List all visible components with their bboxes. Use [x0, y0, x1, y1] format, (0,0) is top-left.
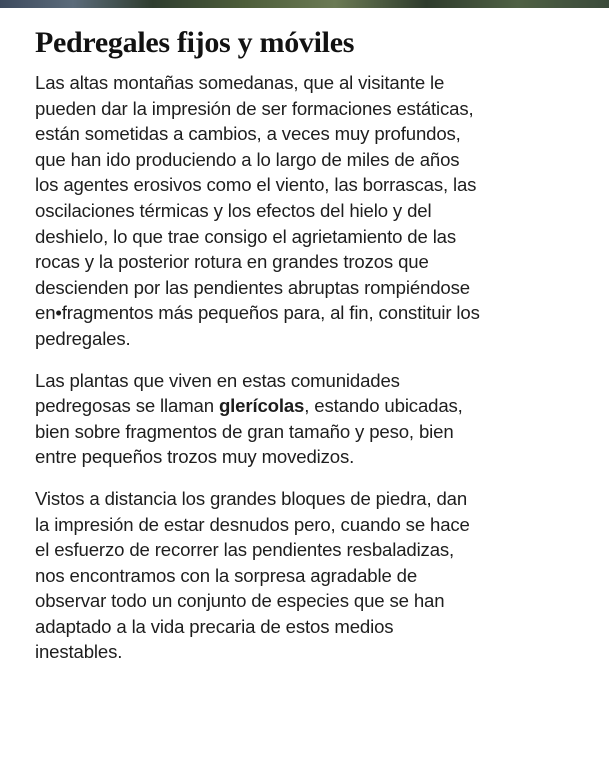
- paragraph-3: [35, 486, 595, 665]
- text-line: Las plantas que viven en estas comunidades: [35, 369, 400, 391]
- text-line: que han ido produciendo a lo largo de miles de años: [35, 148, 460, 170]
- text-line: pedregales.: [35, 327, 131, 349]
- text-line: oscilaciones térmicas y los efectos del hielo y del: [35, 199, 432, 221]
- text-line: Vistos a distancia los grandes bloques de piedra, dan: [35, 487, 468, 509]
- text-line: bien sobre fragmentos de gran tamaño y peso, bien: [35, 420, 454, 442]
- text-line: pueden dar la impresión de ser formaciones estáticas,: [35, 97, 474, 119]
- top-photo-strip: [0, 0, 609, 8]
- text-line: deshielo, lo que trae consigo el agrietamiento de las: [35, 225, 457, 247]
- paragraph-1: [35, 70, 595, 352]
- text-line: rocas y la posterior rotura en grandes trozos que: [35, 251, 429, 273]
- text-line: adaptado a la vida precaria de estos medios: [35, 615, 394, 637]
- highlighted-term: glerícolas: [218, 395, 305, 417]
- text-line: inestables.: [35, 641, 123, 663]
- text-line: la impresión de estar desnudos pero, cuando se hace: [35, 513, 470, 535]
- article-title: Pedregales fijos y móviles: [35, 26, 355, 59]
- text-line: el esfuerzo de recorrer las pendientes resbaladizas,: [35, 539, 455, 561]
- text-line: Las altas montañas somedanas, que al visitante le: [35, 72, 445, 93]
- text-line: observar todo un conjunto de especies que se han: [35, 590, 445, 612]
- article: [35, 24, 595, 681]
- text-line: descienden por las pendientes abruptas rompiéndose: [35, 276, 470, 298]
- text-segment: , estando ubicadas,: [304, 395, 463, 417]
- text-segment: pedregosas se llaman: [35, 395, 219, 417]
- paragraph-2: [35, 368, 595, 470]
- text-line: en•fragmentos más pequeños para, al fin, constituir los: [35, 302, 480, 324]
- text-line: entre pequeños trozos muy movedizos.: [35, 446, 355, 468]
- text-line: nos encontramos con la sorpresa agradable de: [35, 564, 418, 586]
- text-line: están sometidas a cambios, a veces muy profundos,: [35, 123, 461, 145]
- text-line: los agentes erosivos como el viento, las borrascas, las: [35, 174, 477, 196]
- text-line: [35, 393, 595, 419]
